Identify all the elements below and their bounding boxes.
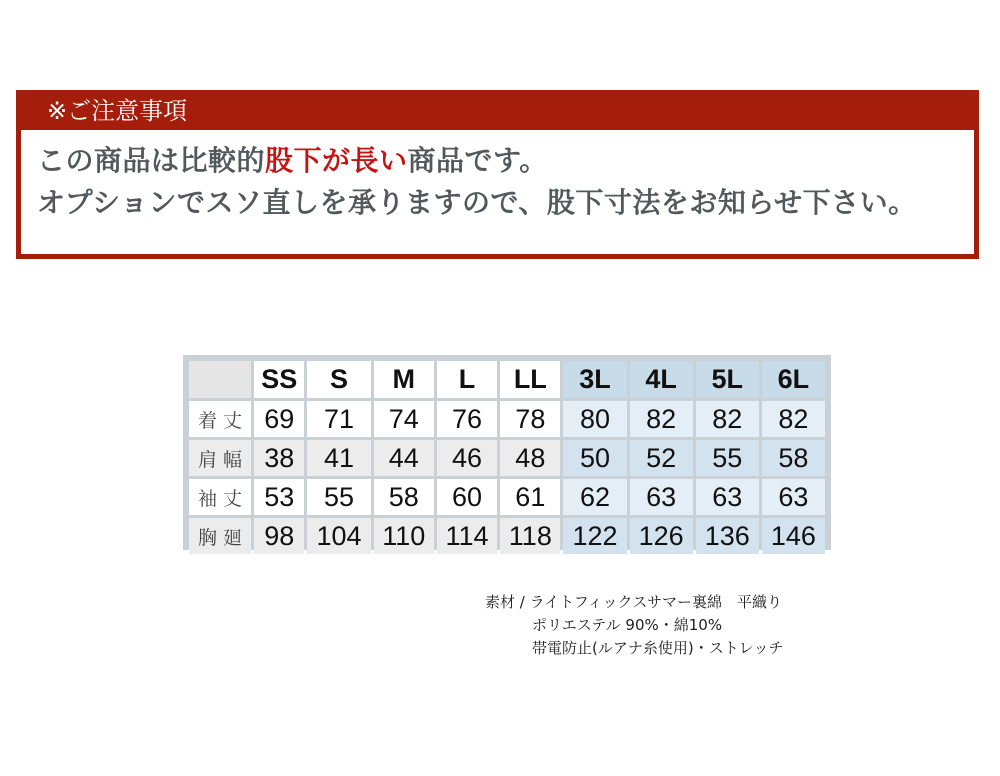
size-header-6l: 6L bbox=[762, 361, 825, 398]
table-cell: 63 bbox=[696, 479, 759, 515]
table-cell: 98 bbox=[254, 518, 304, 554]
size-header-l: L bbox=[437, 361, 497, 398]
table-cell: 48 bbox=[500, 440, 560, 476]
size-table bbox=[186, 358, 828, 557]
table-cell: 58 bbox=[762, 440, 825, 476]
table-cell: 41 bbox=[307, 440, 370, 476]
notice-line-2: オプションでスソ直しを承りますので、股下寸法をお知らせ下さい。 bbox=[37, 186, 917, 219]
size-header-ll: LL bbox=[500, 361, 560, 398]
table-cell: 58 bbox=[374, 479, 434, 515]
table-cell: 69 bbox=[254, 401, 304, 437]
size-header-3l: 3L bbox=[563, 361, 626, 398]
table-cell: 46 bbox=[437, 440, 497, 476]
table-cell: 122 bbox=[563, 518, 626, 554]
notice-line-1 bbox=[37, 140, 974, 182]
table-row bbox=[189, 401, 825, 437]
table-cell: 55 bbox=[696, 440, 759, 476]
table-cell: 82 bbox=[630, 401, 693, 437]
table-cell: 55 bbox=[307, 479, 370, 515]
table-cell: 63 bbox=[762, 479, 825, 515]
table-cell: 52 bbox=[630, 440, 693, 476]
table-cell: 61 bbox=[500, 479, 560, 515]
notice-body bbox=[21, 130, 974, 254]
size-table-frame bbox=[183, 355, 831, 550]
table-cell: 44 bbox=[374, 440, 434, 476]
size-header-ss: SS bbox=[254, 361, 304, 398]
table-cell: 82 bbox=[762, 401, 825, 437]
material-fabric: 素材 / ライトフィックスサマー裏綿 平織り bbox=[485, 593, 783, 611]
table-cell: 63 bbox=[630, 479, 693, 515]
notice-header: ※ご注意事項 bbox=[47, 97, 188, 125]
table-cell: 74 bbox=[374, 401, 434, 437]
table-cell: 80 bbox=[563, 401, 626, 437]
table-cell: 136 bbox=[696, 518, 759, 554]
table-row bbox=[189, 440, 825, 476]
size-header-5l: 5L bbox=[696, 361, 759, 398]
table-cell: 104 bbox=[307, 518, 370, 554]
table-row bbox=[189, 518, 825, 554]
notice-box bbox=[16, 90, 979, 259]
material-composition: ポリエステル 90%・綿10% bbox=[532, 616, 723, 634]
table-row bbox=[189, 479, 825, 515]
table-cell: 76 bbox=[437, 401, 497, 437]
table-cell: 118 bbox=[500, 518, 560, 554]
notice-line1-highlight: 股下が長い bbox=[265, 144, 408, 177]
size-header-s: S bbox=[307, 361, 370, 398]
size-header-4l: 4L bbox=[630, 361, 693, 398]
table-cell: 110 bbox=[374, 518, 434, 554]
table-cell: 78 bbox=[500, 401, 560, 437]
table-corner-cell bbox=[189, 361, 251, 398]
notice-line1-post: 商品です。 bbox=[407, 144, 548, 177]
material-features: 帯電防止(ルアナ糸使用)・ストレッチ bbox=[532, 639, 784, 657]
row-label-length: 着丈 bbox=[189, 401, 251, 437]
row-label-shoulder: 肩幅 bbox=[189, 440, 251, 476]
table-cell: 62 bbox=[563, 479, 626, 515]
material-info bbox=[485, 591, 784, 660]
row-label-sleeve: 袖丈 bbox=[189, 479, 251, 515]
table-cell: 60 bbox=[437, 479, 497, 515]
size-header-row bbox=[189, 361, 825, 398]
table-cell: 53 bbox=[254, 479, 304, 515]
table-cell: 50 bbox=[563, 440, 626, 476]
row-label-chest: 胸廻 bbox=[189, 518, 251, 554]
size-header-m: M bbox=[374, 361, 434, 398]
table-cell: 126 bbox=[630, 518, 693, 554]
table-cell: 38 bbox=[254, 440, 304, 476]
table-cell: 82 bbox=[696, 401, 759, 437]
notice-line1-pre: この商品は比較的 bbox=[37, 144, 266, 177]
table-cell: 146 bbox=[762, 518, 825, 554]
table-cell: 114 bbox=[437, 518, 497, 554]
table-cell: 71 bbox=[307, 401, 370, 437]
